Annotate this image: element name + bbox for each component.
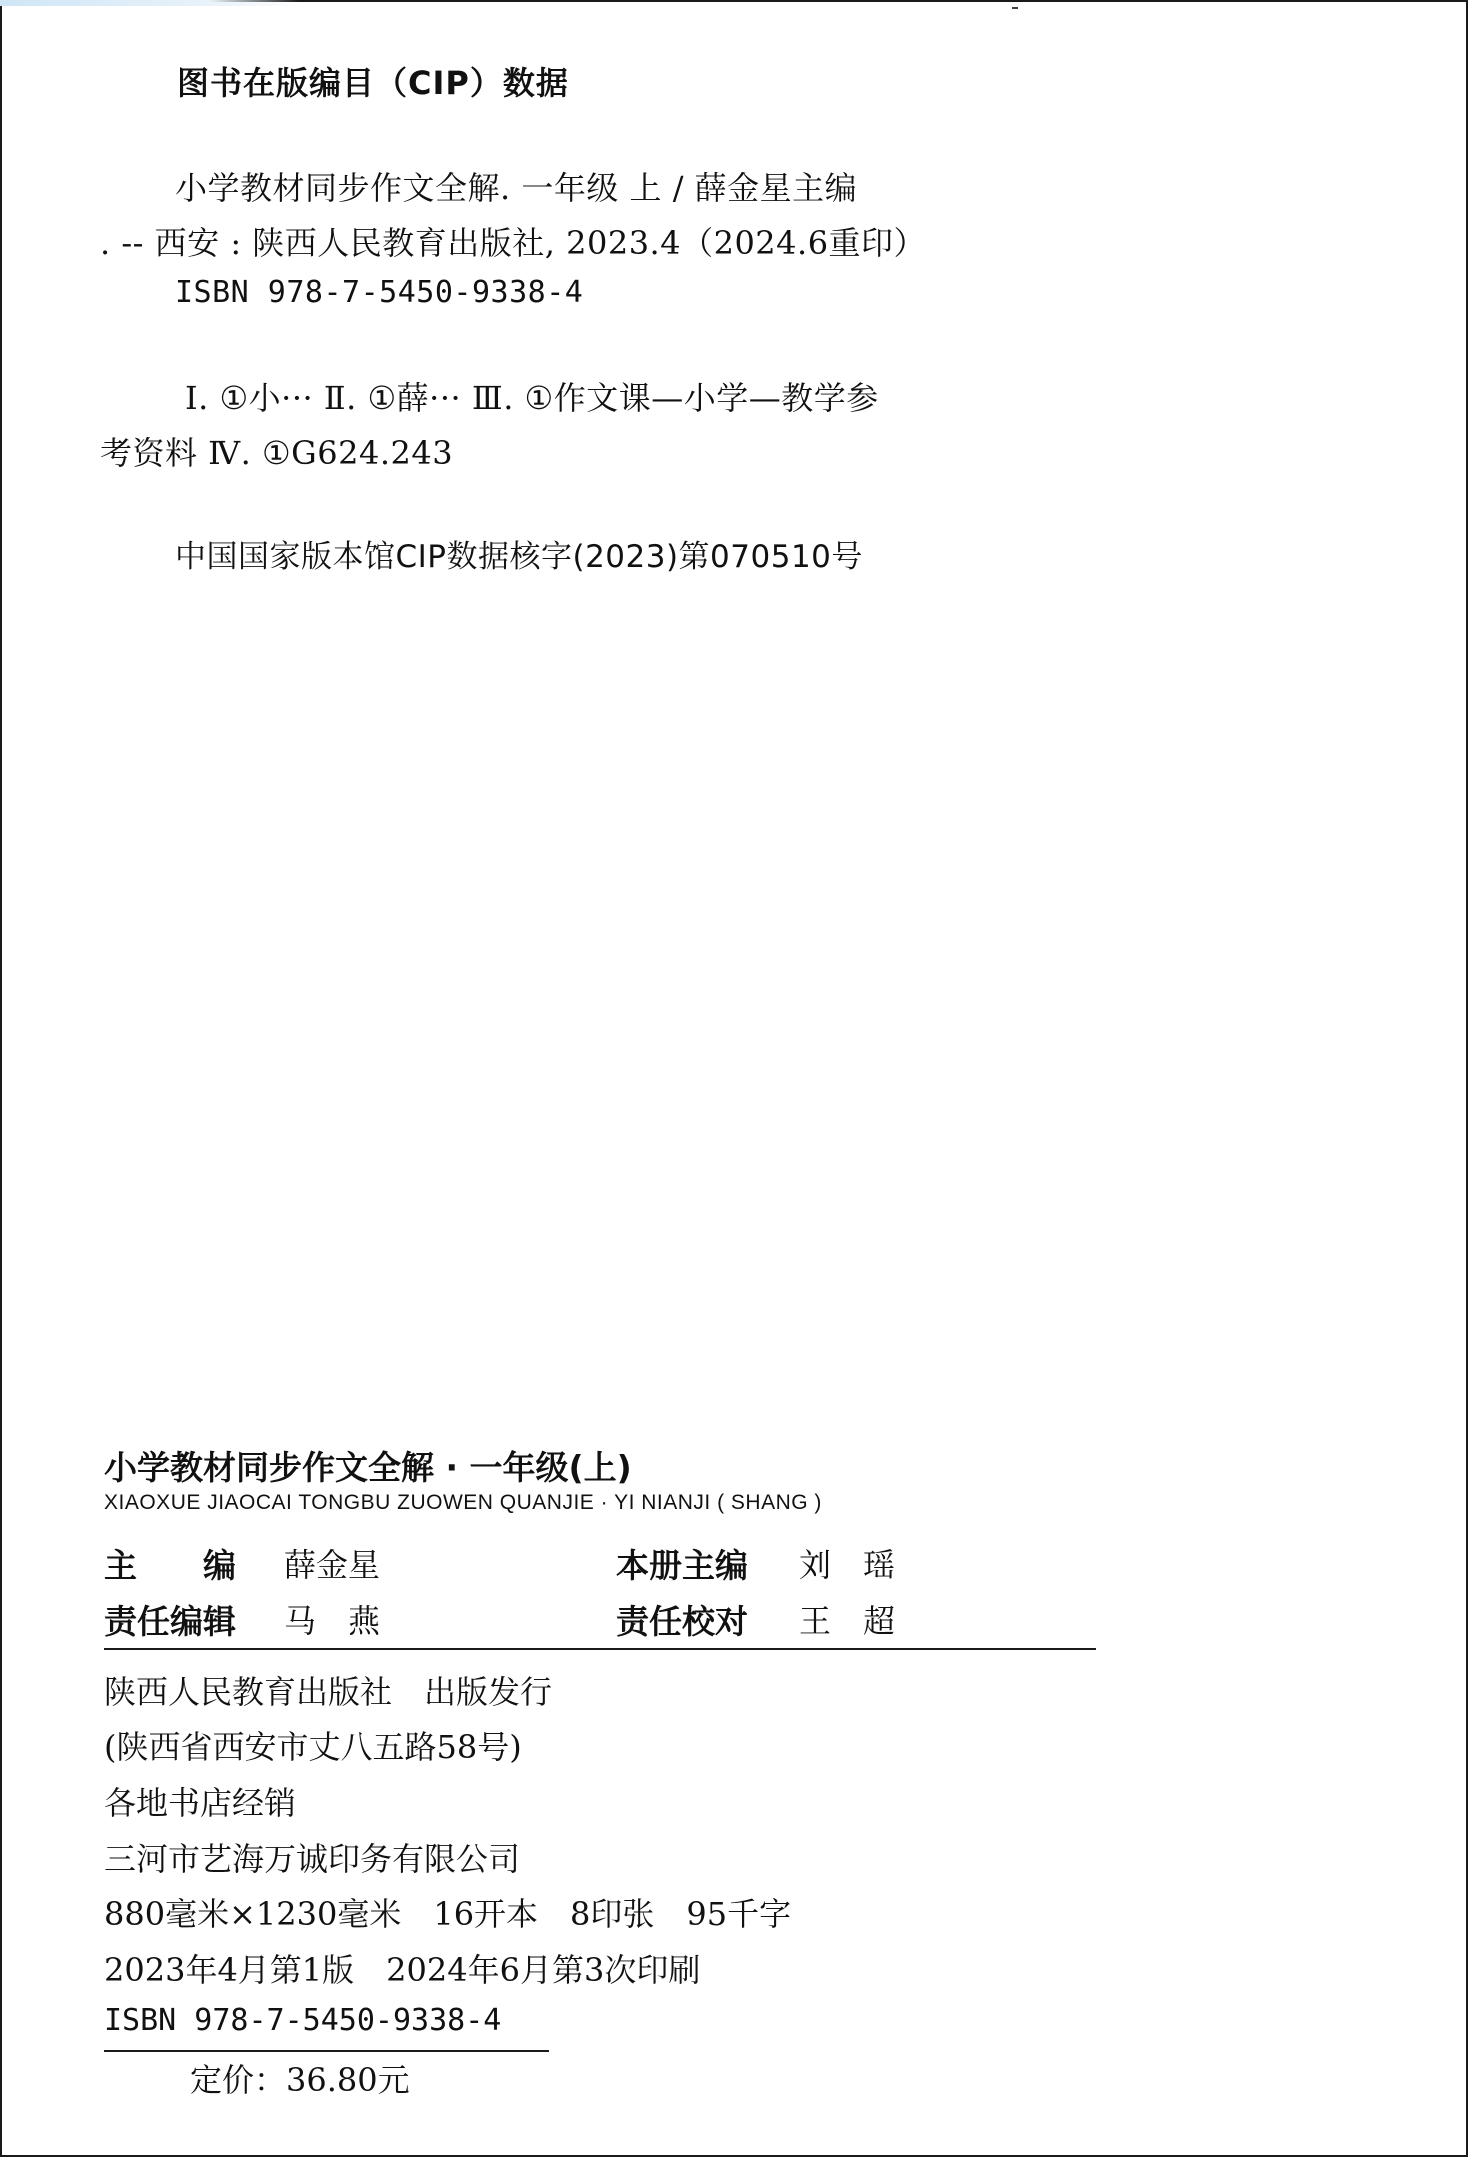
- divider: [104, 2050, 549, 2052]
- book-title-pinyin: XIAOXUE JIAOCAI TONGBU ZUOWEN QUANJIE · YI NIANJI ( SHANG ): [104, 1491, 822, 1514]
- divider: [104, 1648, 1096, 1650]
- cip-approval-number: 中国国家版本馆CIP数据核字(2023)第070510号: [175, 539, 863, 575]
- staff-row: [104, 1540, 1004, 1585]
- book-title: 小学教材同步作文全解 · 一年级(上): [104, 1448, 632, 1487]
- proofreader-label: 责任校对: [616, 1602, 748, 1641]
- scan-edge-mark: [0, 0, 300, 6]
- scan-speck: [1012, 7, 1018, 9]
- copyright-isbn: ISBN 978-7-5450-9338-4: [104, 2003, 502, 2038]
- volume-editor-name: 刘 瑶: [799, 1546, 896, 1584]
- cip-classification-line: 考资料 Ⅳ. ①G624.243: [100, 434, 454, 472]
- proofreader-name: 王 超: [799, 1602, 896, 1640]
- responsible-editor-label: 责任编辑: [104, 1602, 236, 1641]
- price-line: 定价：36.80元: [190, 2061, 410, 2099]
- edition-line: 2023年4月第1版 2024年6月第3次印刷: [104, 1951, 701, 1989]
- publisher-line: 陕西人民教育出版社 出版发行: [104, 1673, 553, 1711]
- staff-row: [104, 1596, 1004, 1641]
- chief-editor-name: 薛金星: [284, 1546, 381, 1584]
- publisher-address: (陕西省西安市丈八五路58号): [104, 1728, 522, 1766]
- chief-editor-label: 主 编: [104, 1546, 236, 1585]
- distribution-line: 各地书店经销: [104, 1784, 297, 1822]
- cip-title-line: 小学教材同步作文全解. 一年级 上 / 薛金星主编: [175, 169, 858, 207]
- cip-classification-line: Ⅰ. ①小··· Ⅱ. ①薛··· Ⅲ. ①作文课—小学—教学参: [185, 379, 879, 417]
- cip-heading: 图书在版编目（CIP）数据: [177, 64, 569, 102]
- volume-editor-label: 本册主编: [616, 1546, 748, 1585]
- printer-line: 三河市艺海万诚印务有限公司: [104, 1840, 521, 1878]
- cip-publisher-line: . -- 西安 : 陕西人民教育出版社, 2023.4（2024.6重印）: [100, 224, 927, 262]
- responsible-editor-name: 马 燕: [284, 1602, 381, 1640]
- cip-isbn: ISBN 978-7-5450-9338-4: [175, 275, 584, 310]
- format-line: 880毫米×1230毫米 16开本 8印张 95千字: [104, 1895, 792, 1933]
